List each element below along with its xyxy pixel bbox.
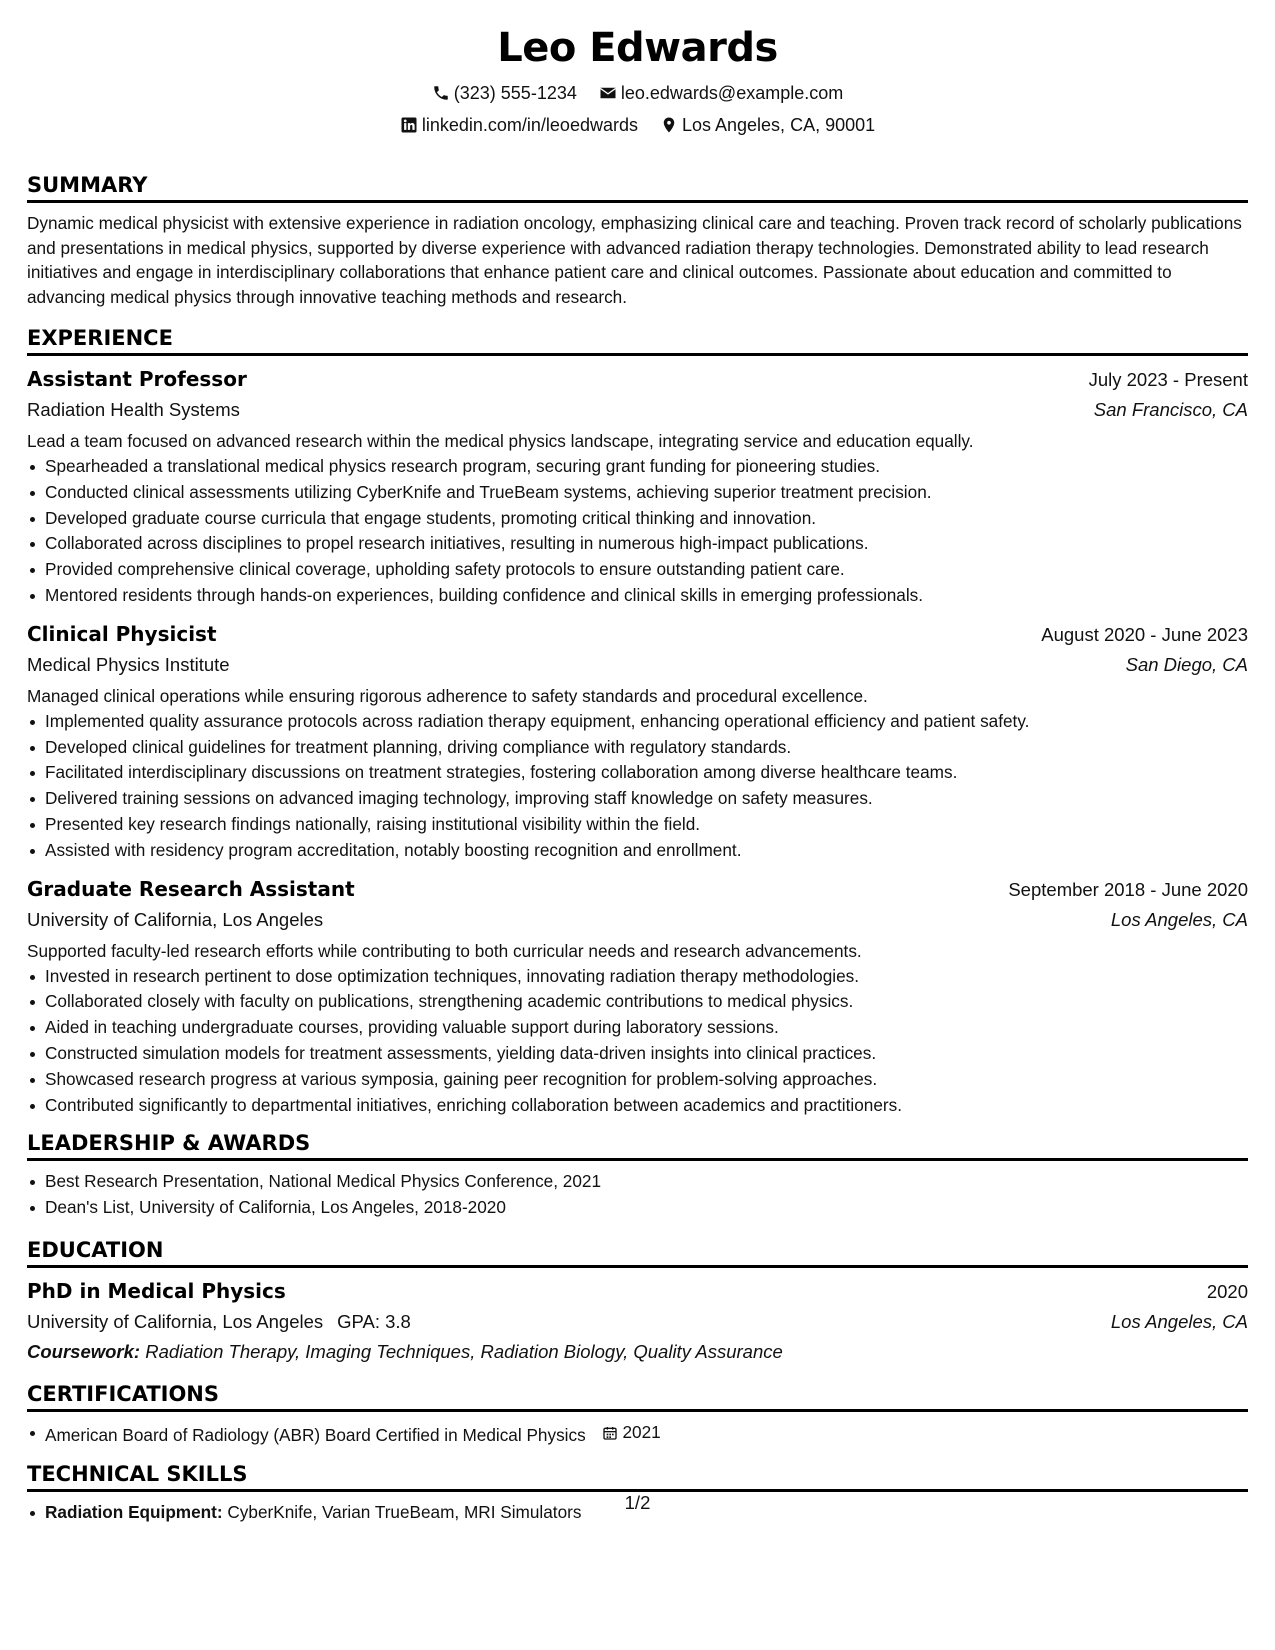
summary-text: Dynamic medical physicist with extensive experience in radiation oncology, emphasizing clinical care and teaching. Proven track record of scholarly publications and presentations in medical physics, supported by diverse experience with advanced radiation therapy technologies. Demonstrated ability to lead research initiatives and engage in interdisciplinary collaborations that enhance patient care and clinical outcomes. Passionate about education and committed to advancing medical physics through innovative teaching methods and research. xyxy=(27,213,1242,307)
list-item: Delivered training sessions on advanced imaging technology, improving staff knowledge on safety measures. xyxy=(27,786,1248,812)
coursework-line xyxy=(27,1337,1248,1367)
experience-entry xyxy=(27,619,1248,864)
list-item: Developed clinical guidelines for treatment planning, driving compliance with regulatory standards. xyxy=(27,735,1248,761)
job-bullets xyxy=(27,964,1248,1119)
job-title: Graduate Research Assistant xyxy=(27,876,355,901)
envelope-icon xyxy=(599,84,617,102)
job-organization: University of California, Los Angeles xyxy=(27,908,324,930)
candidate-name: Leo Edwards xyxy=(497,25,778,71)
list-item: Constructed simulation models for treatment assessments, yielding data-driven insights into clinical practices. xyxy=(27,1041,1248,1067)
job-organization: Medical Physics Institute xyxy=(27,653,230,675)
experience-entry xyxy=(27,874,1248,1119)
list-item: Spearheaded a translational medical physics research program, securing grant funding for pioneering studies. xyxy=(27,454,1248,480)
section-title-skills: TECHNICAL SKILLS xyxy=(27,1459,1248,1492)
page-number: 1/2 xyxy=(624,1492,651,1513)
list-item: Facilitated interdisciplinary discussions on treatment strategies, fostering collaboration among diverse healthcare teams. xyxy=(27,760,1248,786)
list-item: Provided comprehensive clinical coverage, upholding safety protocols to ensure outstanding patient care. xyxy=(27,557,1248,583)
list-item: Collaborated closely with faculty on publications, strengthening academic contributions to medical physics. xyxy=(27,989,1248,1015)
list-item: Mentored residents through hands-on experiences, building confidence and clinical skills in emerging professionals. xyxy=(27,583,1248,609)
list-item: Invested in research pertinent to dose optimization techniques, innovating radiation therapy methodologies. xyxy=(27,964,1248,990)
map-pin-icon xyxy=(660,116,678,134)
job-title: Assistant Professor xyxy=(27,367,247,391)
experience-entry xyxy=(27,364,1248,609)
section-title-experience: EXPERIENCE xyxy=(27,323,1248,356)
list-item: Contributed significantly to departmental initiatives, enriching collaboration between academics and practitioners. xyxy=(27,1093,1248,1119)
school-location: Los Angeles, CA xyxy=(1110,1310,1248,1332)
job-bullets xyxy=(27,454,1248,609)
list-item xyxy=(27,1420,1248,1449)
job-description: Supported faculty-led research efforts while contributing to both curricular needs and research advancements. xyxy=(27,940,862,961)
phone-contact xyxy=(432,78,577,108)
job-description: Lead a team focused on advanced research within the medical physics landscape, integrating service and education equally. xyxy=(27,431,974,451)
coursework-label: Coursework: xyxy=(27,1340,141,1362)
job-organization: Radiation Health Systems xyxy=(27,399,240,420)
summary-section xyxy=(27,170,1248,309)
certifications-section xyxy=(27,1379,1248,1449)
job-bullets xyxy=(27,709,1248,864)
job-title: Clinical Physicist xyxy=(27,621,217,646)
list-item: Collaborated across disciplines to propel research initiatives, resulting in numerous high-impact publications. xyxy=(27,531,1248,557)
contact-row-2 xyxy=(27,110,1248,140)
certifications-list xyxy=(27,1420,1248,1449)
linkedin-contact[interactable] xyxy=(400,110,638,140)
section-title-summary: SUMMARY xyxy=(27,170,1248,203)
graduation-year: 2020 xyxy=(1206,1280,1248,1302)
certification-year: 2021 xyxy=(622,1421,661,1442)
list-item: Assisted with residency program accreditation, notably boosting recognition and enrollment. xyxy=(27,838,1248,864)
job-location: Los Angeles, CA xyxy=(1110,908,1248,930)
job-dates: July 2023 - Present xyxy=(1088,369,1248,390)
location-text: Los Angeles, CA, 90001 xyxy=(681,115,876,135)
list-item: Conducted clinical assessments utilizing CyberKnife and TrueBeam systems, achieving superior treatment precision. xyxy=(27,480,1248,506)
list-item: Aided in teaching undergraduate courses, providing valuable support during laboratory sessions. xyxy=(27,1015,1248,1041)
degree-title: PhD in Medical Physics xyxy=(27,1278,286,1303)
certification-name: American Board of Radiology (ABR) Board Certified in Medical Physics xyxy=(45,1424,586,1445)
list-item: Developed graduate course curricula that engage students, promoting critical thinking and innovation. xyxy=(27,506,1248,532)
certification-date xyxy=(602,1420,660,1446)
job-location: San Diego, CA xyxy=(1125,653,1248,675)
email-contact[interactable] xyxy=(599,78,843,108)
list-item: Presented key research findings nationally, raising institutional visibility within the field. xyxy=(27,812,1248,838)
calendar-icon xyxy=(602,1425,618,1441)
list-item: Showcased research progress at various symposia, gaining peer recognition for problem-solving approaches. xyxy=(27,1067,1248,1093)
email-address[interactable]: leo.edwards@example.com xyxy=(620,83,844,103)
section-title-awards: LEADERSHIP & AWARDS xyxy=(27,1128,1248,1161)
job-dates: August 2020 - June 2023 xyxy=(1041,623,1248,645)
list-item: Dean's List, University of California, Los Angeles, 2018-2020 xyxy=(27,1195,1248,1221)
gpa-value: GPA: 3.8 xyxy=(337,1310,411,1332)
skill-category: Radiation Equipment: xyxy=(45,1501,223,1522)
list-item: Best Research Presentation, National Medical Physics Conference, 2021 xyxy=(27,1169,1248,1195)
school-name: University of California, Los Angeles xyxy=(27,1310,324,1332)
job-description: Managed clinical operations while ensuring rigorous adherence to safety standards and procedural excellence. xyxy=(27,685,868,706)
education-section xyxy=(27,1235,1248,1367)
location-contact xyxy=(660,110,875,140)
linkedin-icon xyxy=(400,116,418,134)
contact-row-1 xyxy=(27,78,1248,108)
section-title-education: EDUCATION xyxy=(27,1235,1248,1268)
section-title-certifications: CERTIFICATIONS xyxy=(27,1379,1248,1412)
phone-icon xyxy=(432,84,450,102)
awards-list xyxy=(27,1169,1248,1221)
job-dates: September 2018 - June 2020 xyxy=(1008,878,1248,900)
experience-section xyxy=(27,323,1248,1118)
job-location: San Francisco, CA xyxy=(1093,399,1248,420)
linkedin-url[interactable]: linkedin.com/in/leoedwards xyxy=(421,115,638,135)
list-item: Implemented quality assurance protocols across radiation therapy equipment, enhancing operational efficiency and patient safety. xyxy=(27,709,1248,735)
resume-header xyxy=(27,22,1248,140)
coursework-list: Radiation Therapy, Imaging Techniques, Radiation Biology, Quality Assurance xyxy=(145,1340,783,1362)
phone-number: (323) 555-1234 xyxy=(453,83,577,103)
skill-values: CyberKnife, Varian TrueBeam, MRI Simulators xyxy=(227,1501,582,1522)
awards-section xyxy=(27,1128,1248,1221)
